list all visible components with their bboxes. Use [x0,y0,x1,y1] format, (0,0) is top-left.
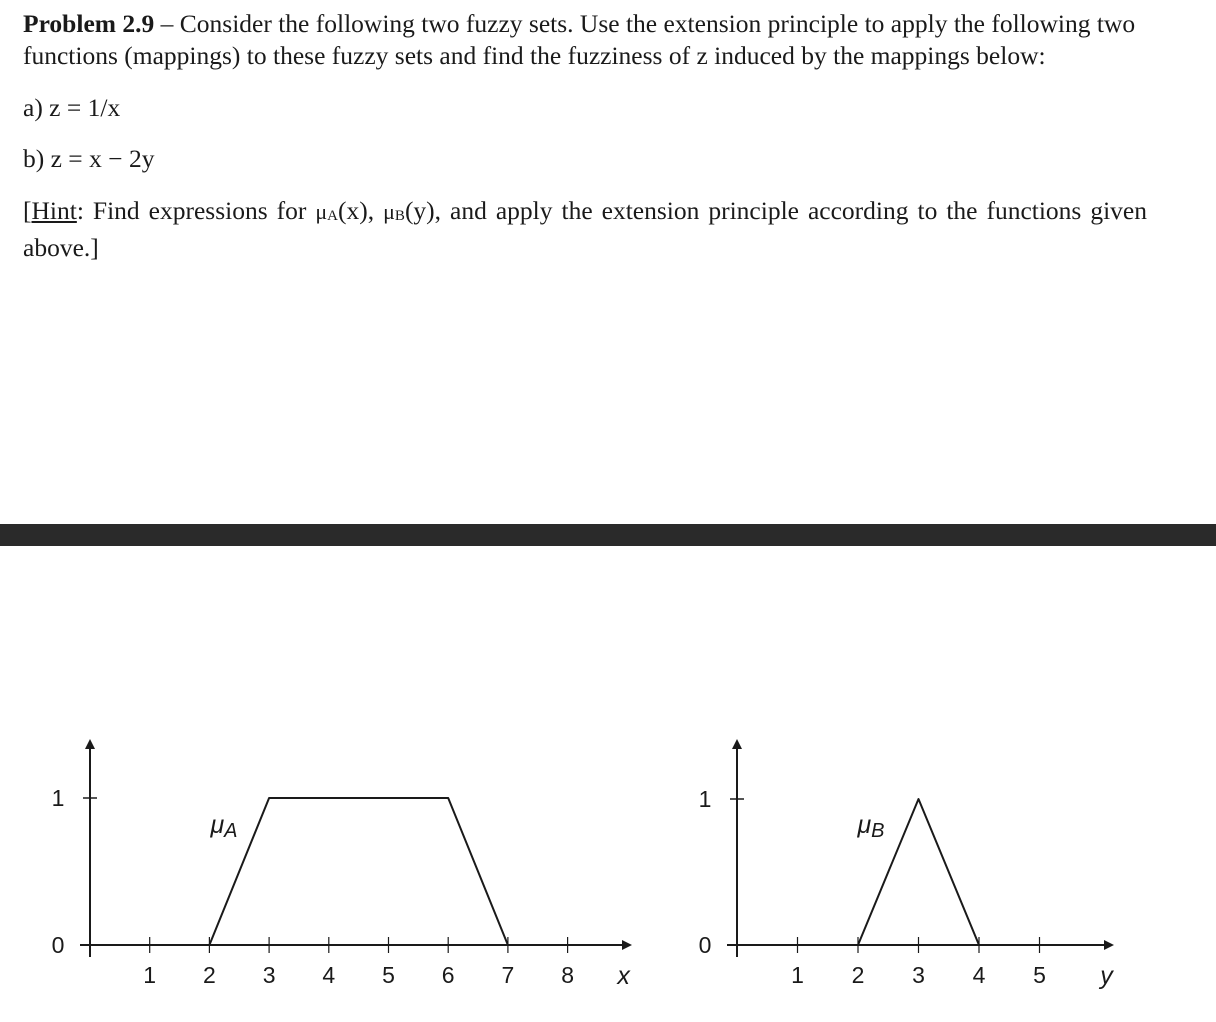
mu-b-y-tick-label: 1 [698,786,712,812]
problem-text: Consider the following two fuzzy sets. Use the extension principle to apply the following two functions (mappings) to these fuzzy sets and find the fuzziness of z induced by the mappings below: [23,9,1136,70]
mu-a-x-tick-label: 2 [203,962,216,988]
membership-function-figure [0,546,1216,1022]
section-divider [0,524,1216,546]
mu-a-x-tick-label: 8 [561,962,574,988]
mu-a-chart [52,741,632,990]
mu-a-curve-label: μA [210,811,238,842]
problem-dash: – [154,9,180,38]
hint-mu-a: μ [315,199,328,224]
mu-a-y-tick-label: 0 [51,932,65,958]
hint-label: Hint [31,196,77,225]
hint-paragraph [23,195,1147,264]
problem-label: Problem 2.9 [23,9,155,38]
hint-text-1: : Find expressions for [76,196,316,225]
mu-a-x-tick-label: 1 [143,962,157,988]
hint-rest: (y), and apply the extension principle according to the functions given above.] [23,196,1148,262]
mu-b-x-tick-label: 1 [791,962,804,988]
mu-b-x-tick-label: 3 [912,962,925,988]
mu-a-x-tick-label: 7 [501,962,515,988]
mapping-b: b) z = x − 2y [23,144,155,173]
hint-sub-b: B [394,208,405,224]
problem-statement [23,8,1147,72]
mapping-a: a) z = 1/x [23,93,121,122]
mu-a-x-tick-label: 3 [262,962,276,988]
mu-b-x-tick-label: 5 [1033,962,1046,988]
hint-sub-a: A [327,208,339,224]
mu-a-x-tick-label: 5 [382,962,395,988]
mu-a-x-tick-label: 4 [322,962,336,988]
mu-a-y-tick-label: 1 [51,785,65,811]
hint-mu-b: μ [383,199,395,224]
mu-b-y-tick-label: 0 [698,932,712,958]
mu-b-curve-label: μB [857,811,885,842]
hint-open-bracket: [ [23,196,32,225]
mu-b-x-tick-label: 2 [851,962,865,988]
mu-b-x-tick-label: 4 [972,962,986,988]
mu-a-membership-curve [209,798,508,945]
mu-b-chart [699,741,1115,990]
mu-b-axis-label: y [1100,962,1113,990]
hint-arg-a: (x), [338,196,384,225]
mu-a-x-tick-label: 6 [441,962,455,988]
mu-a-axis-label: x [617,962,630,990]
